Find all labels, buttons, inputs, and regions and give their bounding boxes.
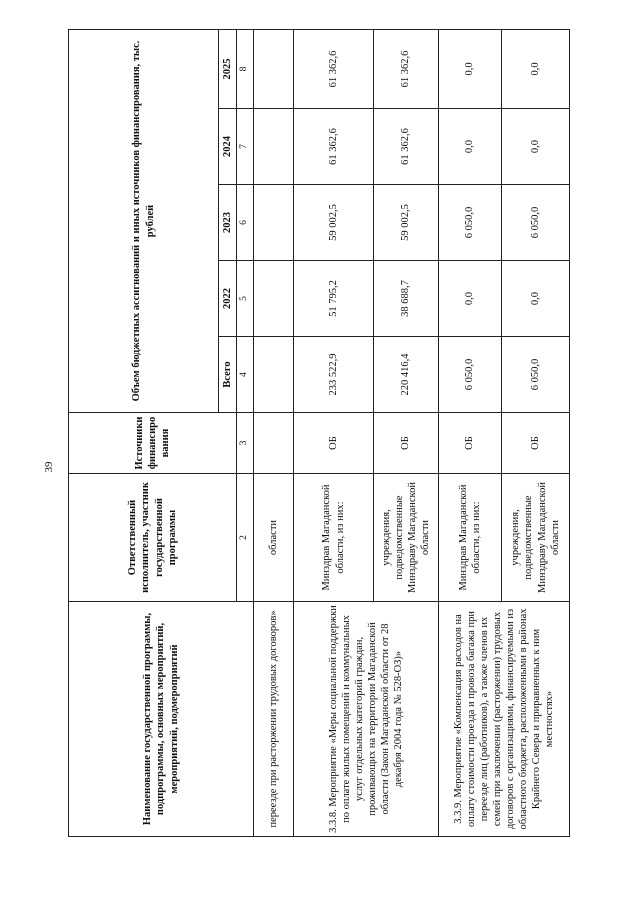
row-total [254,337,294,413]
row-value-2025: 61 362,6 [294,29,374,108]
row-value-2023: 6 050,0 [439,185,502,261]
column-number: 2 [237,474,254,602]
row-source: ОБ [439,413,502,474]
header-source: Источники финансиро вания [69,413,237,474]
header-total: Всего [219,337,237,413]
table-row [254,29,294,836]
row-value-2022: 38 688,7 [374,261,439,337]
column-number: 6 [237,185,254,261]
table-row [294,29,374,836]
column-number: 5 [237,261,254,337]
header-year-2024: 2024 [219,109,237,185]
row-source: ОБ [374,413,439,474]
row-responsible: Минздрав Магаданской области, из них: [294,474,374,602]
row-value-2025: 0,0 [439,29,502,108]
row-value-2024: 61 362,6 [294,109,374,185]
header-volume: Объем бюджетных ассигнований и иных источников финансирования, тыс. рублей [69,29,219,412]
row-total: 220 416,4 [374,337,439,413]
rotated-table-wrapper [68,30,561,837]
row-value-2022: 0,0 [502,261,570,337]
row-value-2023 [254,185,294,261]
budget-table [68,29,570,837]
column-number: 7 [237,109,254,185]
row-name: 3.3.9. Мероприятие «Компенсация расходов на оплату стоимости проезда и провоза багажа при переезде лиц (работников), а также членов их семей при заключении (расторжении) трудовых договоров с организациями, финансируемыми из областного бюджета, расположенными в районах Крайнего Севера и приравненных к ним местностях» [439,602,570,837]
row-value-2024: 0,0 [502,109,570,185]
row-source [254,413,294,474]
row-value-2022: 51 795,2 [294,261,374,337]
row-value-2024 [254,109,294,185]
row-value-2025 [254,29,294,108]
row-responsible: учреждения, подведомственные Минздраву Магаданской области [502,474,570,602]
row-value-2025: 0,0 [502,29,570,108]
header-year-2025: 2025 [219,29,237,108]
row-responsible: учреждения, подведомственные Минздраву Магаданской области [374,474,439,602]
row-value-2023: 59 002,5 [294,185,374,261]
table-row [439,29,502,836]
column-number: 8 [237,29,254,108]
row-source: ОБ [502,413,570,474]
row-responsible: Минздрав Магаданской области, из них: [439,474,502,602]
row-value-2025: 61 362,6 [374,29,439,108]
column-number: 4 [237,337,254,413]
row-total: 6 050,0 [439,337,502,413]
row-total: 233 522,9 [294,337,374,413]
row-value-2024: 0,0 [439,109,502,185]
row-responsible: области [254,474,294,602]
row-value-2024: 61 362,6 [374,109,439,185]
header-name: Наименование государственной программы, подпрограммы, основных мероприятий, мероприятий, подмероприятий [69,602,254,837]
row-source: ОБ [294,413,374,474]
header-row [69,29,219,836]
row-value-2023: 59 002,5 [374,185,439,261]
header-year-2022: 2022 [219,261,237,337]
header-responsible: Ответственный исполнитель, участник государственной программы [69,474,237,602]
column-number: 3 [237,413,254,474]
row-name: переезде при расторжении трудовых договоров» [254,602,294,837]
row-total: 6 050,0 [502,337,570,413]
header-year-2023: 2023 [219,185,237,261]
row-value-2023: 6 050,0 [502,185,570,261]
row-value-2022 [254,261,294,337]
row-name: 3.3.8. Мероприятие «Меры социальной поддержки по оплате жилых помещений и коммунальных услуг отдельных категорий граждан, проживающих на территории Магаданской области (Закон Магаданской области от 28 декабря 2004 года № 528-ОЗ)» [294,602,439,837]
row-value-2022: 0,0 [439,261,502,337]
page-number: 39 [43,461,55,473]
